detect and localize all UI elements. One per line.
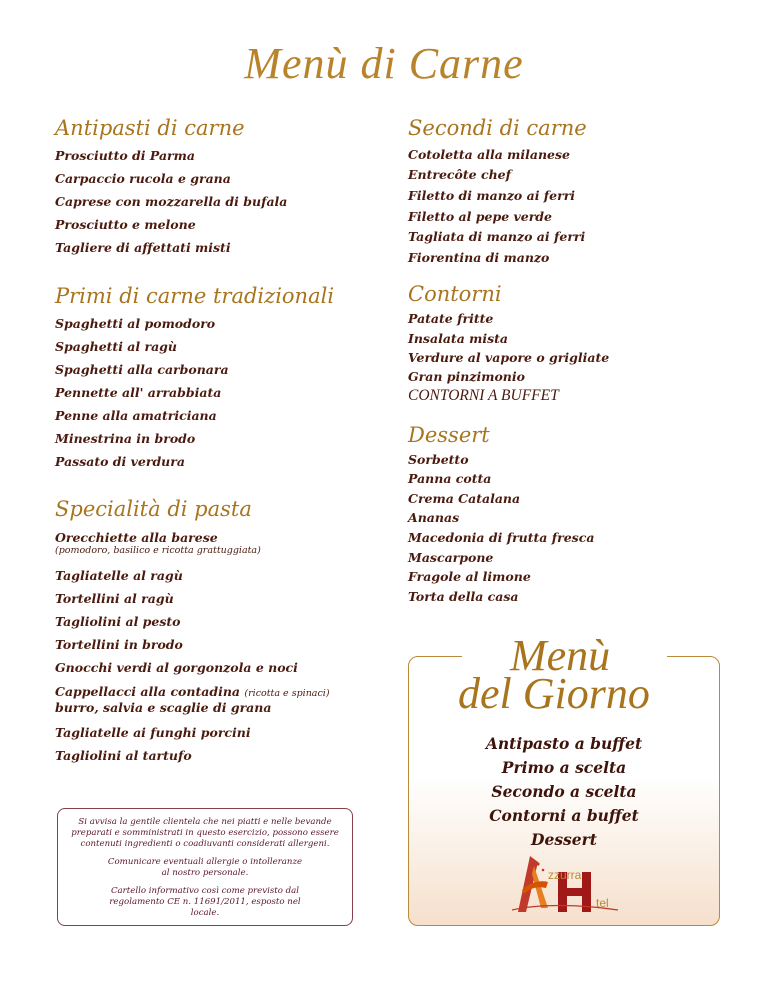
pasta-item: burro, salvia e scaglie di grana xyxy=(55,700,272,715)
antipasti-item: Carpaccio rucola e grana xyxy=(55,171,231,186)
pasta-item-note: (ricotta e spinaci) xyxy=(244,688,330,699)
primi-item: Spaghetti al ragù xyxy=(55,339,178,354)
contorni-buffet: CONTORNI A BUFFET xyxy=(408,387,559,404)
dessert-item: Panna cotta xyxy=(408,471,492,486)
dessert-item: Crema Catalana xyxy=(408,491,521,506)
pasta-item: Tagliolini al tartufo xyxy=(55,748,192,763)
pasta-heading: Specialità di pasta xyxy=(55,497,252,521)
primi-item: Minestrina in brodo xyxy=(55,431,196,446)
dessert-heading: Dessert xyxy=(408,423,490,447)
contorni-item: Insalata mista xyxy=(408,331,509,346)
pasta-item: Tagliatelle ai funghi porcini xyxy=(55,725,251,740)
page-title: Menù di Carne xyxy=(244,39,524,88)
contorni-item: Patate fritte xyxy=(408,311,494,326)
allergen-notice xyxy=(57,808,353,926)
notice-text: Comunicare eventuali allergie o intolleranze al nostro personale. xyxy=(107,857,303,878)
primi-item: Spaghetti al pomodoro xyxy=(55,316,216,331)
menu-del-giorno-item: Dessert xyxy=(531,830,597,849)
menu-del-giorno-item: Secondo a scelta xyxy=(491,782,637,801)
antipasti-item: Caprese con mozzarella di bufala xyxy=(55,194,288,209)
notice-text: Cartello informativo così come previsto dal regolamento CE n. 11691/2011, esposto nel locale. xyxy=(109,886,301,918)
primi-heading: Primi di carne tradizionali xyxy=(55,284,335,308)
antipasti-item: Prosciutto di Parma xyxy=(55,148,195,163)
pasta-item: Orecchiette alla barese xyxy=(55,530,218,545)
pasta-item xyxy=(55,684,330,699)
pasta-item: Tagliatelle al ragù xyxy=(55,568,183,583)
dessert-item: Fragole al limone xyxy=(408,569,531,584)
secondi-item: Cotoletta alla milanese xyxy=(408,147,570,162)
menu-del-giorno-item: Antipasto a buffet xyxy=(485,734,643,753)
antipasti-item: Tagliere di affettati misti xyxy=(55,240,231,255)
logo-text: zzurra xyxy=(548,868,582,882)
dessert-item: Macedonia di frutta fresca xyxy=(408,530,595,545)
dessert-item: Sorbetto xyxy=(408,452,469,467)
primi-item: Passato di verdura xyxy=(55,454,185,469)
dessert-item: Torta della casa xyxy=(408,589,519,604)
antipasti-item: Prosciutto e melone xyxy=(55,217,196,232)
logo-text: tel xyxy=(596,896,609,910)
dessert-item: Ananas xyxy=(408,510,460,525)
pasta-item: Tagliolini al pesto xyxy=(55,614,181,629)
antipasti-heading: Antipasti di carne xyxy=(55,116,245,140)
primi-item: Spaghetti alla carbonara xyxy=(55,362,229,377)
menu-del-giorno-title: Menù xyxy=(510,631,611,680)
contorni-item: Gran pinzimonio xyxy=(408,369,525,384)
menu-del-giorno-item: Contorni a buffet xyxy=(489,806,639,825)
contorni-heading: Contorni xyxy=(408,282,502,306)
notice-text: Si avvisa la gentile clientela che nei piatti e nelle bevande preparati e somministrati in questo esercizio, possono essere contenuti ingredienti o coadiuvanti considerati allergeni. xyxy=(71,817,339,849)
secondi-item: Fiorentina di manzo xyxy=(408,250,550,265)
primi-item: Penne alla amatriciana xyxy=(55,408,217,423)
menu-del-giorno-item: Primo a scelta xyxy=(501,758,627,777)
secondi-heading: Secondi di carne xyxy=(408,116,587,140)
secondi-item: Filetto di manzo ai ferri xyxy=(408,188,576,203)
dessert-item: Mascarpone xyxy=(408,550,494,565)
primi-item: Pennette all' arrabbiata xyxy=(55,385,222,400)
pasta-item: Tortellini al ragù xyxy=(55,591,174,606)
secondi-item: Entrecôte chef xyxy=(408,167,511,182)
pasta-item: Tortellini in brodo xyxy=(55,637,183,652)
menu-del-giorno-title: del Giorno xyxy=(458,669,650,718)
pasta-item-note: (pomodoro, basilico e ricotta grattuggiata) xyxy=(55,545,261,556)
secondi-item: Filetto al pepe verde xyxy=(408,209,552,224)
pasta-item: Gnocchi verdi al gorgonzola e noci xyxy=(55,660,298,675)
hotel-logo-icon xyxy=(508,852,628,918)
pasta-item-label: Cappellacci alla contadina xyxy=(55,684,241,699)
secondi-item: Tagliata di manzo ai ferri xyxy=(408,229,586,244)
contorni-item: Verdure al vapore o grigliate xyxy=(408,350,610,365)
